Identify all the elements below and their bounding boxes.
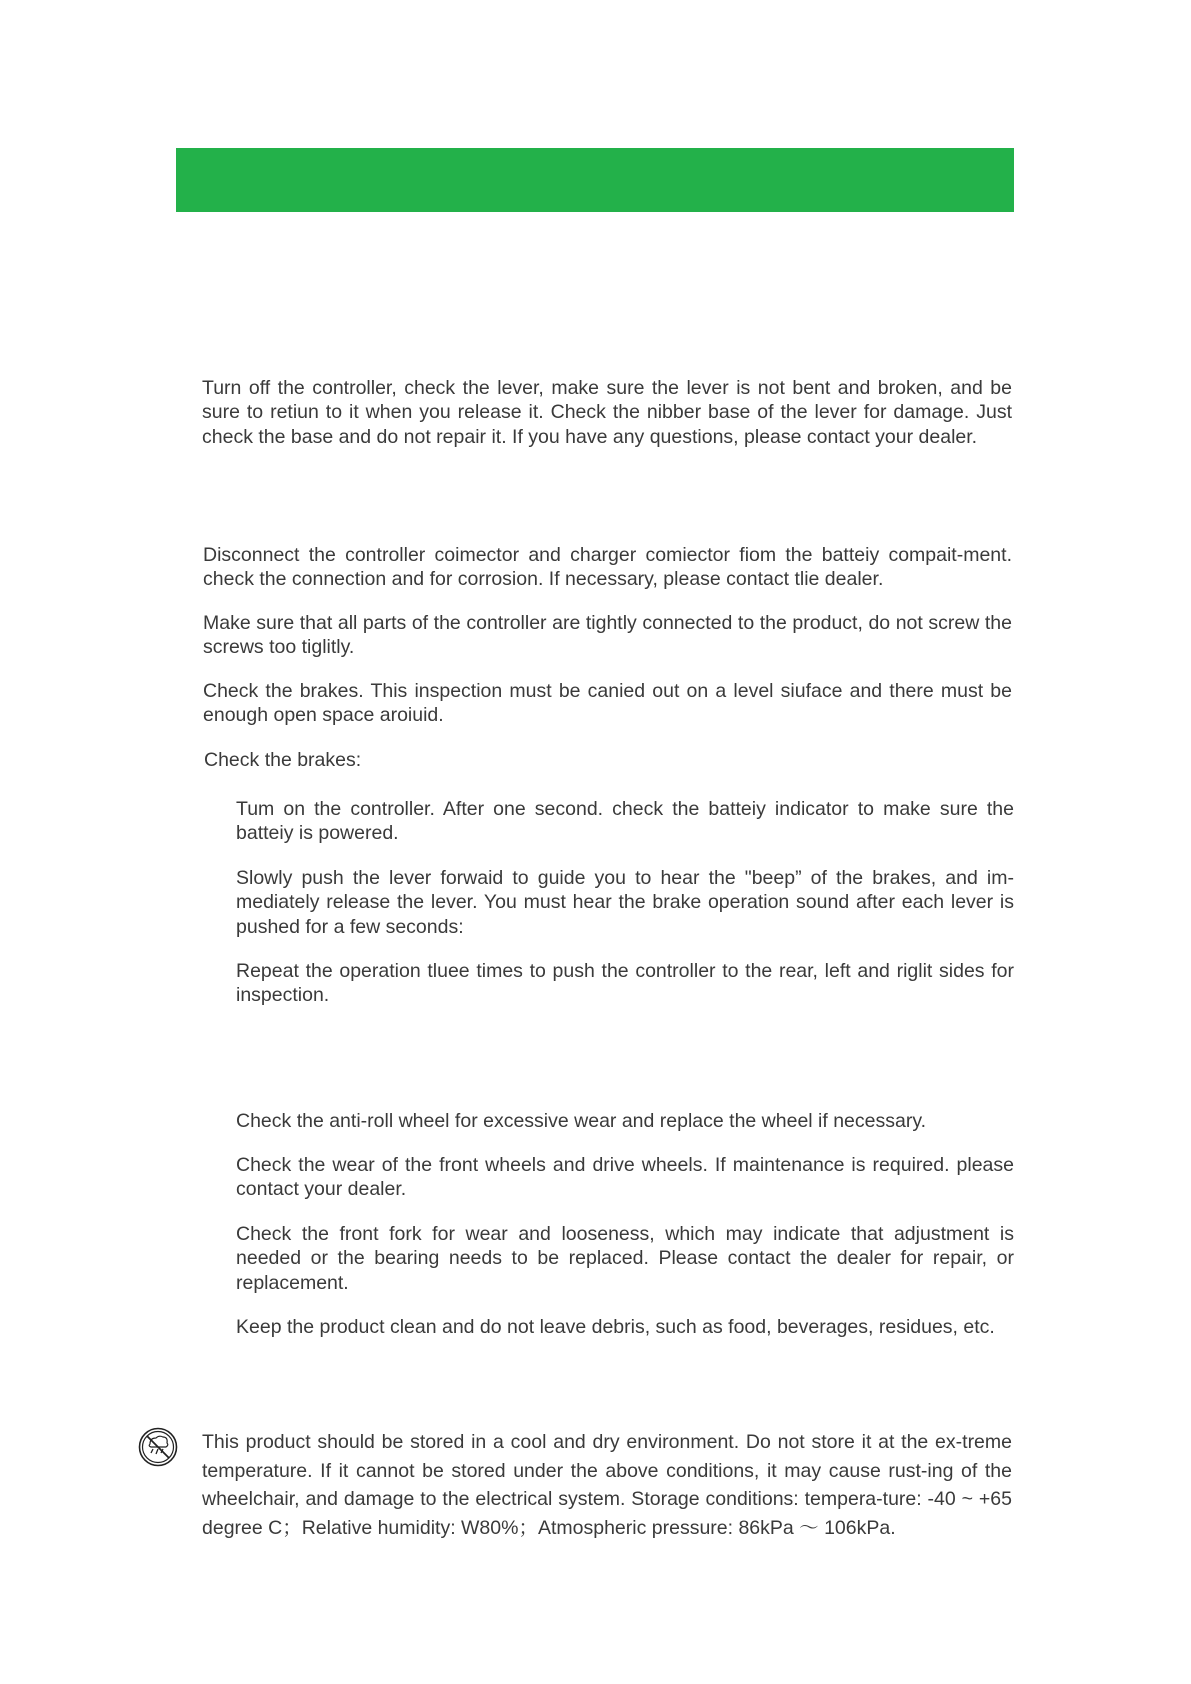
controller-lever-check-paragraph: Turn off the controller, check the lever, make sure the lever is not bent and broken, and be sure to retiun to it when you release it. Check the nibber base of the lever for damage. Just check the base and do not repair it. If you have any questions, please contact your dealer. (202, 377, 1012, 448)
section-header-bar (176, 148, 1014, 212)
brake-inspection-paragraph: Check the brakes. This inspection must be canied out on a level siuface and there must be enough open space aroiuid. (203, 680, 1012, 727)
brake-step-1: Tum on the controller. After one second. check the batteiy indicator to make sure the batteiy is powered. (236, 798, 1014, 845)
connector-check-paragraph: Disconnect the controller coimector and charger comiector fiom the batteiy compait-ment. check the connection and for corrosion. If necessary, please contact tlie dealer. (203, 544, 1012, 591)
brake-step-3: Repeat the operation tluee times to push the controller to the rear, left and riglit sides for inspection. (236, 960, 1014, 1007)
wheel-check-2: Check the wear of the front wheels and drive wheels. If maintenance is required. please contact your dealer. (236, 1154, 1014, 1201)
controller-mount-paragraph: Make sure that all parts of the controller are tightly connected to the product, do not screw the screws too tiglitly. (203, 612, 1012, 659)
keep-clean: Keep the product clean and do not leave debris, such as food, beverages, residues, etc. (236, 1316, 995, 1338)
wheel-check-1: Check the anti-roll wheel for excessive wear and replace the wheel if necessary. (236, 1110, 927, 1132)
brake-step-2: Slowly push the lever forwaid to guide you to hear the "beep” of the brakes, and im-mediately release the lever. You must hear the brake operation sound after each lever is pushed for a few seconds: (236, 867, 1014, 938)
storage-conditions-paragraph: This product should be stored in a cool and dry environment. Do not store it at the ex-treme temperature. If it cannot be stored under the above conditions, it may cause rust-ing of the wheelchair, and damage to the electrical system. Storage conditions: tempera-ture: -40 ~ +65 degree C；Relative humidity: W80%；Atmospheric pressure: 86kPa ～ 106kPa. (202, 1431, 1012, 1539)
check-brakes-heading: Check the brakes: (204, 749, 362, 771)
fork-check: Check the front fork for wear and looseness, which may indicate that adjustment is needed or the bearing needs to be replaced. Please contact the dealer for repair, or replacement. (236, 1223, 1014, 1294)
no-rain-icon (138, 1427, 178, 1467)
